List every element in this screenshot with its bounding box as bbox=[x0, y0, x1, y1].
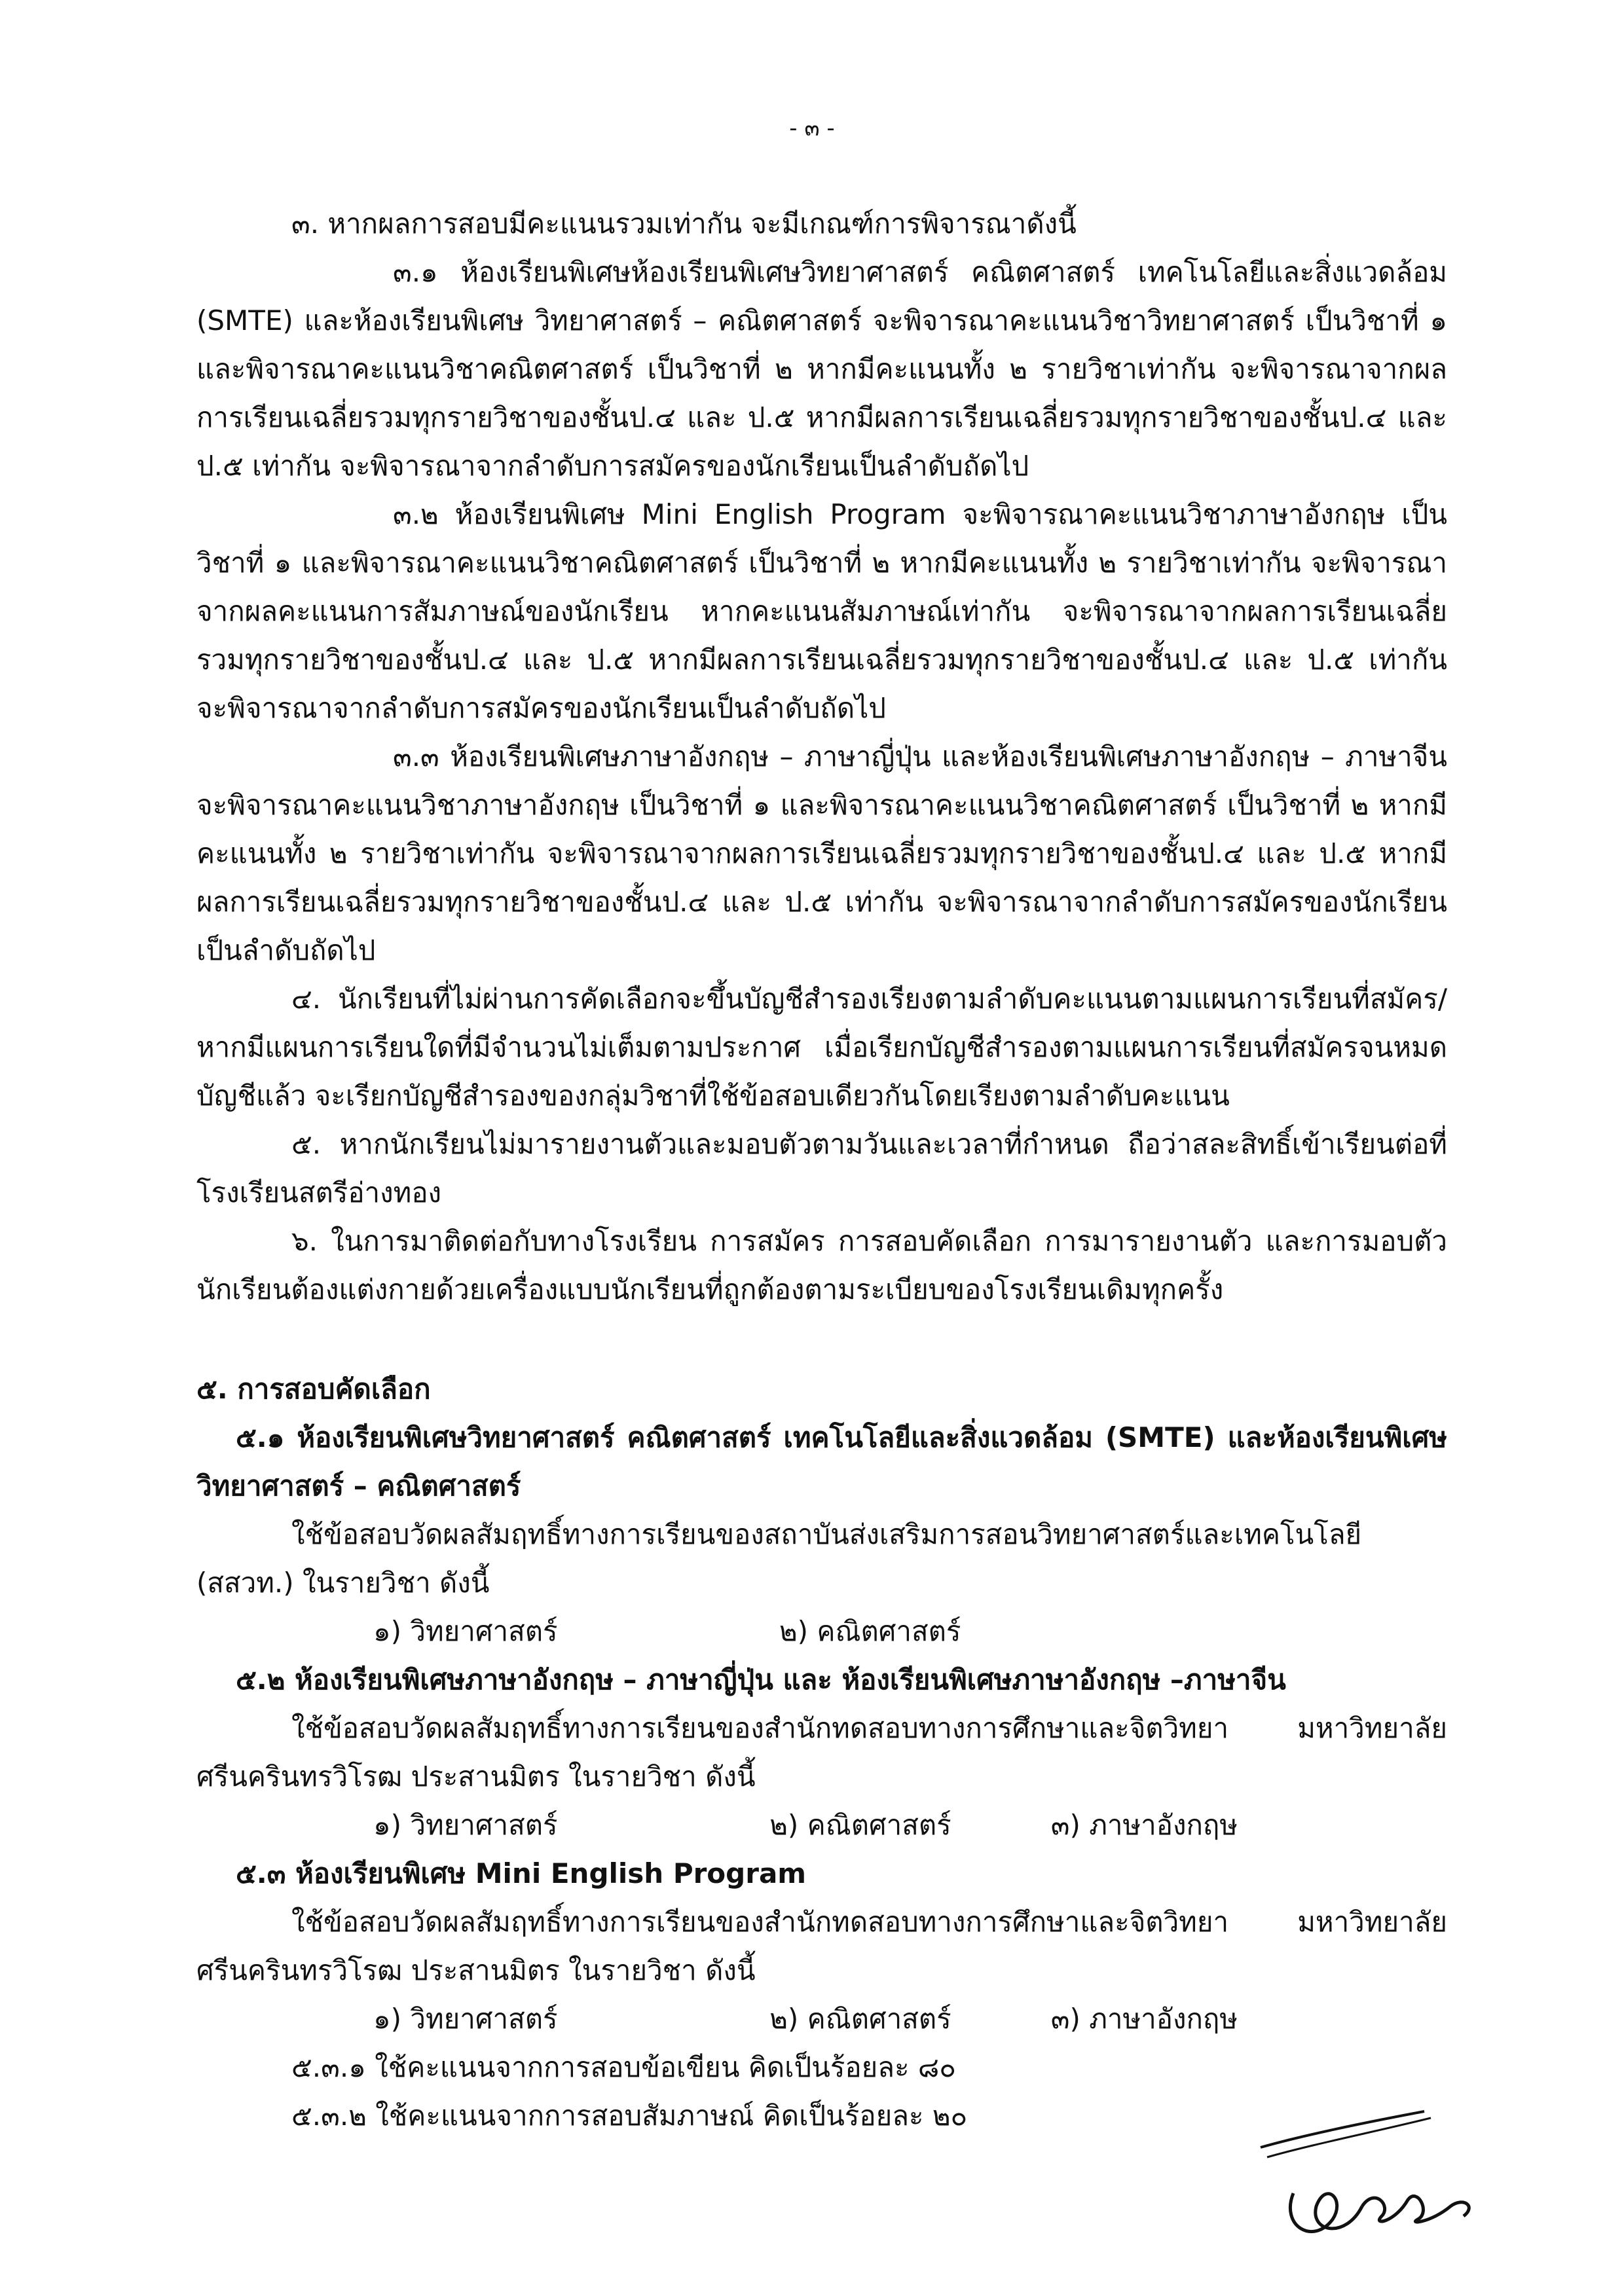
section-5-3-1: ๕.๓.๑ ใช้คะแนนจากการสอบข้อเขียน คิดเป็นร้อยละ ๘๐ bbox=[291, 2051, 956, 2083]
subject-item: ๑) วิทยาศาสตร์ bbox=[373, 1809, 558, 1841]
subject-item: ๒) คณิตศาสตร์ bbox=[769, 1809, 951, 1841]
criteria-3-2: ๓.๒ ห้องเรียนพิเศษ Mini English Program จะพิจารณาคะแนนวิชาภาษาอังกฤษ เป็นวิชาที่ ๑ และพิจารณาคะแนนวิชาคณิตศาสตร์ เป็นวิชาที่ ๒ หากมีคะแนนทั้ง ๒ รายวิชาเท่ากัน จะพิจารณาจากผลคะแนนการสัมภาษณ์ของนักเรียน หากคะแนนสัมภาษณ์เท่ากัน จะพิจารณาจากผลการเรียนเฉลี่ยรวมทุกรายวิชาของชั้นป.๔ และ ป.๕ หากมีผลการเรียนเฉลี่ยรวมทุกรายวิชาของชั้นป.๔ และ ป.๕ เท่ากัน จะพิจารณาจากลำดับการสมัครของนักเรียนเป็นลำดับถัดไป bbox=[196, 498, 1447, 724]
item-6: ๖. ในการมาติดต่อกับทางโรงเรียน การสมัคร การสอบคัดเลือก การมารายงานตัว และการมอบตัว นักเรียนต้องแต่งกายด้วยเครื่องแบบนักเรียนที่ถูกต้องตามระเบียบของโรงเรียนเดิมทุกครั้ง bbox=[196, 1225, 1447, 1305]
subject-item: ๑) วิทยาศาสตร์ bbox=[373, 1615, 558, 1647]
subject-item: ๒) คณิตศาสตร์ bbox=[769, 2003, 951, 2035]
criteria-3-3: ๓.๓ ห้องเรียนพิเศษภาษาอังกฤษ – ภาษาญี่ปุ่น และห้องเรียนพิเศษภาษาอังกฤษ – ภาษาจีน จะพิจารณาคะแนนวิชาภาษาอังกฤษ เป็นวิชาที่ ๑ และพิจารณาคะแนนวิชาคณิตศาสตร์ เป็นวิชาที่ ๒ หากมีคะแนนทั้ง ๒ รายวิชาเท่ากัน จะพิจารณาจากผลการเรียนเฉลี่ยรวมทุกรายวิชาของชั้นป.๔ และ ป.๕ หากมีผลการเรียนเฉลี่ยรวมทุกรายวิชาของชั้นป.๔ และ ป.๕ เท่ากัน จะพิจารณาจากลำดับการสมัครของนักเรียนเป็นลำดับถัดไป bbox=[196, 740, 1448, 966]
subject-item: ๓) ภาษาอังกฤษ bbox=[1050, 1809, 1238, 1841]
item-5: ๕. หากนักเรียนไม่มารายงานตัวและมอบตัวตามวันและเวลาที่กำหนด ถือว่าสละสิทธิ์เข้าเรียนต่อที่โรงเรียนสตรีอ่างทอง bbox=[196, 1128, 1447, 1209]
page-number: - ๓ - bbox=[789, 115, 835, 141]
section-5-heading: ๕. การสอบคัดเลือก bbox=[196, 1373, 431, 1405]
subject-item: ๑) วิทยาศาสตร์ bbox=[373, 2003, 558, 2035]
section-5-2-subjects bbox=[196, 1801, 1447, 1850]
section-5-3-subjects bbox=[196, 1995, 1447, 2043]
document-body bbox=[196, 200, 1447, 2140]
section-5-3-2: ๕.๓.๒ ใช้คะแนนจากการสอบสัมภาษณ์ คิดเป็นร้อยละ ๒๐ bbox=[291, 2100, 968, 2132]
criteria-3-1: ๓.๑ ห้องเรียนพิเศษห้องเรียนพิเศษวิทยาศาสตร์ คณิตศาสตร์ เทคโนโลยีและสิ่งแวดล้อม (SMTE) และห้องเรียนพิเศษ วิทยาศาสตร์ – คณิตศาสตร์ จะพิจารณาคะแนนวิชาวิทยาศาสตร์ เป็นวิชาที่ ๑ และพิจารณาคะแนนวิชาคณิตศาสตร์ เป็นวิชาที่ ๒ หากมีคะแนนทั้ง ๒ รายวิชาเท่ากัน จะพิจารณาจากผลการเรียนเฉลี่ยรวมทุกรายวิชาของชั้นป.๔ และ ป.๕ หากมีผลการเรียนเฉลี่ยรวมทุกรายวิชาของชั้นป.๔ และ ป.๕ เท่ากัน จะพิจารณาจากลำดับการสมัครของนักเรียนเป็นลำดับถัดไป bbox=[196, 256, 1447, 482]
subject-item: ๒) คณิตศาสตร์ bbox=[779, 1615, 961, 1647]
section-5-2-body: ใช้ข้อสอบวัดผลสัมฤทธิ์ทางการเรียนของสำนักทดสอบทางการศึกษาและจิตวิทยา มหาวิทยาลัยศรีนครินทรวิโรฒ ประสานมิตร ในรายวิชา ดังนี้ bbox=[196, 1712, 1447, 1793]
subject-item: ๓) ภาษาอังกฤษ bbox=[1050, 2003, 1238, 2035]
signature-mark bbox=[1254, 2108, 1490, 2252]
section-5-3-body: ใช้ข้อสอบวัดผลสัมฤทธิ์ทางการเรียนของสำนักทดสอบทางการศึกษาและจิตวิทยา มหาวิทยาลัยศรีนครินทรวิโรฒ ประสานมิตร ในรายวิชา ดังนี้ bbox=[196, 1906, 1447, 1986]
section-5-3-title: ๕.๓ ห้องเรียนพิเศษ Mini English Program bbox=[236, 1857, 807, 1889]
criteria-intro: ๓. หากผลการสอบมีคะแนนรวมเท่ากัน จะมีเกณฑ์การพิจารณาดังนี้ bbox=[291, 208, 1077, 240]
section-5-1-body: ใช้ข้อสอบวัดผลสัมฤทธิ์ทางการเรียนของสถาบันส่งเสริมการสอนวิทยาศาสตร์และเทคโนโลยี (สสวท.) ในรายวิชา ดังนี้ bbox=[196, 1518, 1362, 1599]
section-5-1-subjects bbox=[196, 1607, 1447, 1656]
section-5-1-title: ๕.๑ ห้องเรียนพิเศษวิทยาศาสตร์ คณิตศาสตร์ เทคโนโลยีและสิ่งแวดล้อม (SMTE) และห้องเรียนพิเศษวิทยาศาสตร์ – คณิตศาสตร์ bbox=[196, 1421, 1447, 1502]
item-4: ๔. นักเรียนที่ไม่ผ่านการคัดเลือกจะขึ้นบัญชีสำรองเรียงตามลำดับคะแนนตามแผนการเรียนที่สมัคร/หากมีแผนการเรียนใดที่มีจำนวนไม่เต็มตามประกาศ เมื่อเรียกบัญชีสำรองตามแผนการเรียนที่สมัครจนหมดบัญชีแล้ว จะเรียกบัญชีสำรองของกลุ่มวิชาที่ใช้ข้อสอบเดียวกันโดยเรียงตามลำดับคะแนน bbox=[196, 983, 1447, 1112]
section-5-2-title: ๕.๒ ห้องเรียนพิเศษภาษาอังกฤษ – ภาษาญี่ปุ่น และ ห้องเรียนพิเศษภาษาอังกฤษ –ภาษาจีน bbox=[236, 1664, 1286, 1696]
